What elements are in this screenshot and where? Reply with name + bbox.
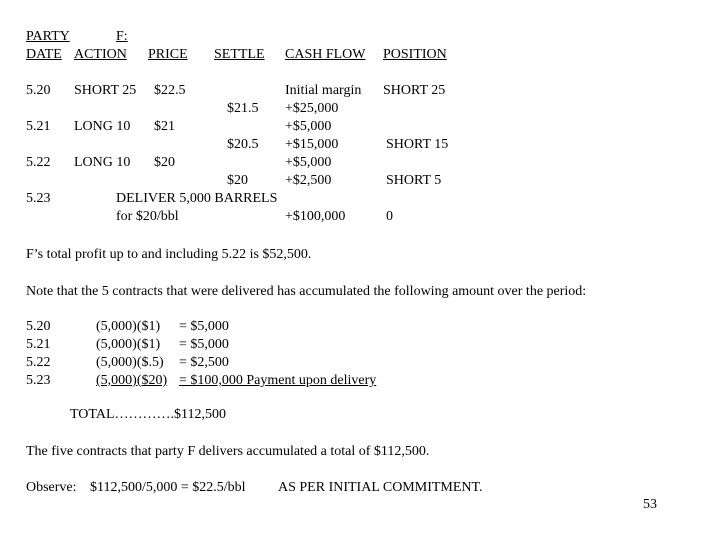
row-cash-flow: +$25,000 <box>285 101 339 116</box>
calc-date: 5.20 <box>26 319 51 334</box>
calc-expression: (5,000)($1) <box>96 319 161 334</box>
calc-result: = $2,500 <box>179 355 229 370</box>
row-settle: $21.5 <box>227 101 259 116</box>
col-date-header: DATE <box>26 47 62 62</box>
row-price: $22.5 <box>154 83 186 98</box>
row-cash-flow: +$100,000 <box>285 209 346 224</box>
row-date: 5.23 <box>26 191 51 206</box>
row-price: $20 <box>154 155 175 170</box>
calc-date: 5.21 <box>26 337 51 352</box>
row-action: DELIVER 5,000 BARRELS <box>116 191 278 206</box>
col-position-header: POSITION <box>383 47 447 62</box>
observe-label: Observe: <box>26 480 77 495</box>
calc-date: 5.22 <box>26 355 51 370</box>
row-position: SHORT 15 <box>386 137 449 152</box>
profit-statement: F’s total profit up to and including 5.22 is $52,500. <box>26 247 312 262</box>
calc-expression: (5,000)($1) <box>96 337 161 352</box>
row-position: SHORT 5 <box>386 173 442 188</box>
row-date: 5.21 <box>26 119 51 134</box>
row-date: 5.22 <box>26 155 51 170</box>
row-position: SHORT 25 <box>383 83 446 98</box>
col-action-header: ACTION <box>74 47 127 62</box>
row-settle: $20.5 <box>227 137 259 152</box>
observe-note: AS PER INITIAL COMMITMENT. <box>278 480 483 495</box>
row-price: $21 <box>154 119 175 134</box>
row-cash-flow: +$2,500 <box>285 173 332 188</box>
row-action: LONG 10 <box>74 119 131 134</box>
row-action: for $20/bbl <box>116 209 179 224</box>
total-line: TOTAL………….$112,500 <box>70 407 226 422</box>
col-cashflow-header: CASH FLOW <box>285 47 366 62</box>
row-date: 5.20 <box>26 83 51 98</box>
calc-date: 5.23 <box>26 373 51 388</box>
row-cash-flow: +$5,000 <box>285 155 332 170</box>
calc-result: = $100,000 Payment upon delivery <box>179 373 377 388</box>
observe-formula: $112,500/5,000 = $22.5/bbl <box>90 480 246 495</box>
col-settle-header: SETTLE <box>214 47 265 62</box>
calc-expression: (5,000)($20) <box>96 373 168 388</box>
calc-expression: (5,000)($.5) <box>96 355 164 370</box>
row-cash-flow: +$5,000 <box>285 119 332 134</box>
five-contracts-statement: The five contracts that party F delivers accumulated a total of $112,500. <box>26 444 430 459</box>
row-position: 0 <box>386 209 393 224</box>
calc-result: = $5,000 <box>179 337 229 352</box>
note-statement: Note that the 5 contracts that were delivered has accumulated the following amount over the period: <box>26 284 587 299</box>
header-party-f: F: <box>116 29 128 44</box>
page-number: 53 <box>643 497 657 512</box>
col-price-header: PRICE <box>148 47 188 62</box>
row-action: SHORT 25 <box>74 83 137 98</box>
row-settle: $20 <box>227 173 248 188</box>
row-cash-flow: Initial margin <box>285 83 362 98</box>
row-action: LONG 10 <box>74 155 131 170</box>
calc-result: = $5,000 <box>179 319 229 334</box>
row-cash-flow: +$15,000 <box>285 137 339 152</box>
header-party: PARTY <box>26 29 70 44</box>
